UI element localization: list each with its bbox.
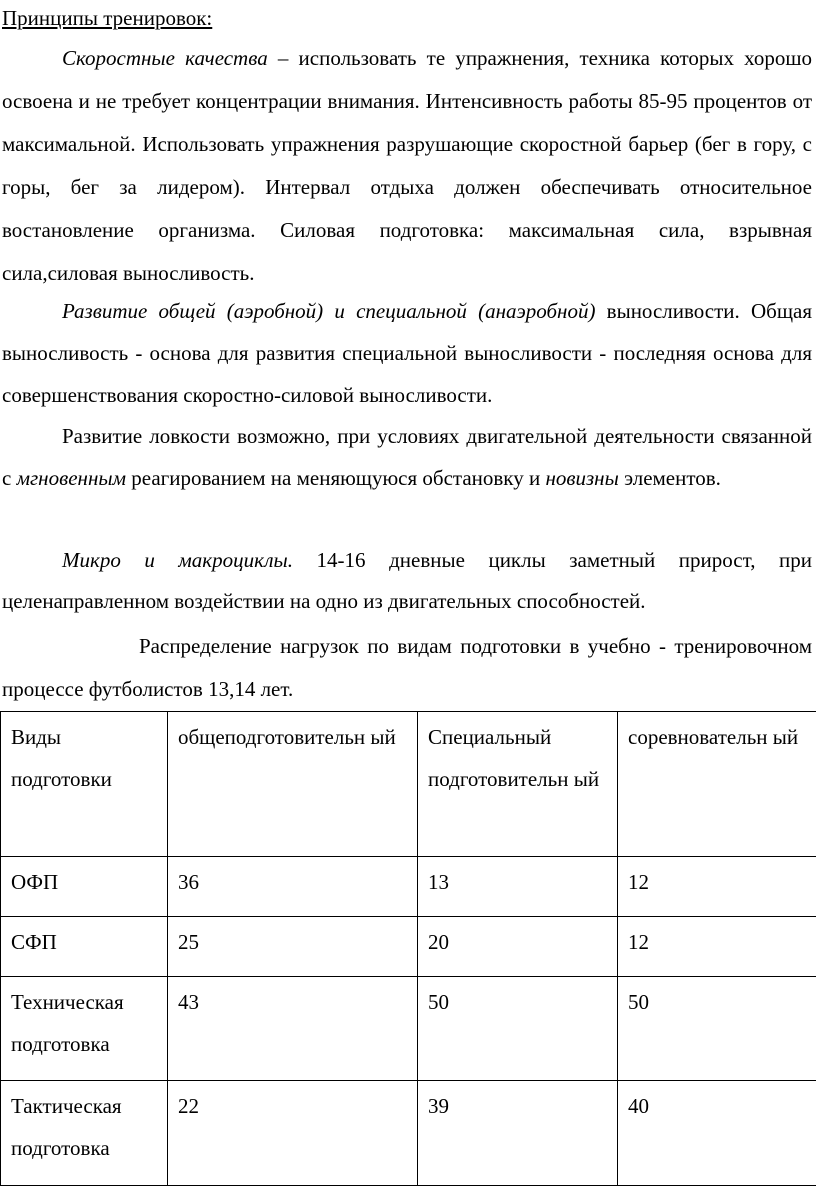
endurance-term: Развитие общей (аэробной) и специальной (анаэробной) [62, 299, 596, 323]
table-cell: 12 [618, 857, 816, 917]
table-cell: 25 [168, 917, 418, 977]
table-cell: 43 [168, 977, 418, 1081]
paragraph-cycles [2, 540, 812, 622]
header-cell: соревновательн ый [618, 712, 816, 857]
section-heading: Принципы тренировок: [2, 6, 213, 30]
table-row [1, 977, 816, 1081]
table-cell: Тактическая подготовка [1, 1081, 168, 1186]
table-cell: СФП [1, 917, 168, 977]
table-cell: 13 [418, 857, 618, 917]
speed-qualities-term: Скоростные качества [62, 46, 268, 70]
agility-term-novelty: новизны [545, 466, 619, 490]
table-cell: 39 [418, 1081, 618, 1186]
speed-qualities-text: – использовать те упражнения, техника которых хорошо освоена и не требует концентрации внимания. Интенсивность работы 85-95 процентов от максимальной. Использовать упражнения разрушающие скоростной барьер (бег в гору, с горы, бег за лидером). Интервал отдыха должен обеспечивать относительное востановление организма. Силовая подготовка: максимальная сила, взрывная сила,силовая выносливость. [2, 46, 812, 285]
paragraph-load-distribution [2, 625, 812, 711]
table-cell: ОФП [1, 857, 168, 917]
cycles-term: Микро и макроциклы. [62, 548, 293, 572]
agility-text-b: реагированием на меняющуюся обстановку и [126, 466, 546, 490]
agility-text-c: элементов. [618, 466, 721, 490]
table-header-row [1, 712, 816, 857]
header-cell: общеподготовительн ый [168, 712, 418, 857]
table-row [1, 1081, 816, 1186]
table-cell: 22 [168, 1081, 418, 1186]
table-cell: 20 [418, 917, 618, 977]
header-cell: Специальный подготовительн ый [418, 712, 618, 857]
paragraph-endurance [2, 290, 812, 416]
load-distribution-text: Распределение нагрузок по видам подготовки в учебно - тренировочном процессе футболистов 13,14 лет. [2, 634, 812, 701]
endurance-text: выносливости. Общая выносливость - основа для развития специальной выносливости - последняя основа для совершенствования скоростно-силовой выносливости. [2, 299, 812, 407]
header-cell: Виды подготовки [1, 712, 168, 857]
table-cell: Техническая подготовка [1, 977, 168, 1081]
table-cell: 50 [618, 977, 816, 1081]
table-cell: 12 [618, 917, 816, 977]
table-cell: 36 [168, 857, 418, 917]
training-load-table [0, 711, 816, 1186]
agility-term-instant: мгновенным [16, 466, 126, 490]
table-cell: 50 [418, 977, 618, 1081]
paragraph-agility [2, 415, 812, 499]
table-row [1, 857, 816, 917]
agility-text-a: Развитие ловкости возможно, при условиях двигательной деятельности связанной с [2, 424, 812, 490]
paragraph-speed-qualities [2, 37, 812, 295]
cycles-text: 14-16 дневные циклы заметный прирост, при целенаправленном воздействии на одно из двигательных способностей. [2, 548, 812, 613]
table-row [1, 917, 816, 977]
table-cell: 40 [618, 1081, 816, 1186]
